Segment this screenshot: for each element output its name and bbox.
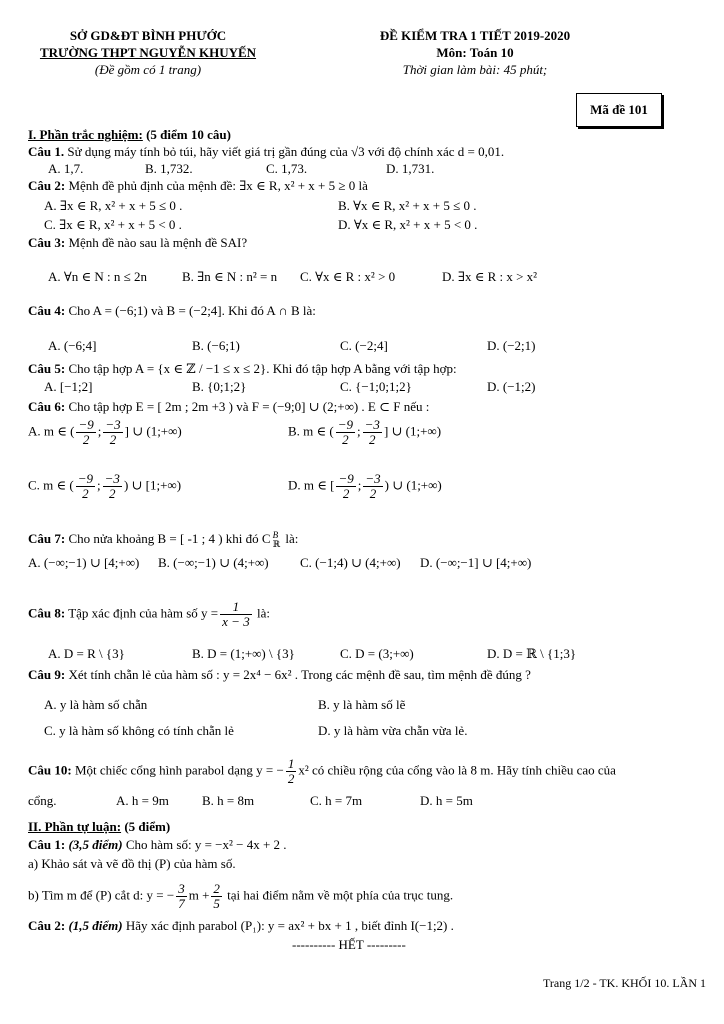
separator: ; xyxy=(97,423,102,439)
option-prefix: C. m ∈ ( xyxy=(28,477,74,493)
question-tail: x² có chiều rộng của cổng vào là 8 m. Hãy tính chiều cao của xyxy=(298,762,616,778)
q10-option-c: C. h = 7m xyxy=(310,793,363,808)
q1-option-a: A. 1,7. xyxy=(48,161,84,176)
q1-option-c: C. 1,73. xyxy=(266,161,308,176)
q8-option-a: A. D = R \ {3} xyxy=(48,646,125,661)
question-3 xyxy=(28,234,247,251)
part1-title: I. Phần trắc nghiệm: xyxy=(28,127,143,142)
q9-option-b: B. y là hàm số lẽ xyxy=(318,697,406,712)
fraction xyxy=(220,600,252,629)
option-suffix: ] ∪ (1;+∞) xyxy=(383,423,442,439)
question-6 xyxy=(28,398,429,415)
denominator: 2 xyxy=(82,486,89,501)
q3-option-a: A. ∀n ∈ N : n ≤ 2n xyxy=(48,269,147,284)
essay-question-2 xyxy=(28,917,454,934)
q7-option-a: A. (−∞;−1) ∪ [4;+∞) xyxy=(28,555,140,570)
complement-sup: B xyxy=(272,530,279,541)
part-b-suffix: tại hai điểm nằm về một phía của trục tung. xyxy=(223,887,454,903)
school-name: TRƯỜNG THPT NGUYỄN KHUYẾN xyxy=(39,45,257,60)
denominator: 7 xyxy=(178,896,185,911)
numerator: −9 xyxy=(338,471,354,486)
question-label: Câu 2: xyxy=(28,918,66,933)
question-label: Câu 2: xyxy=(28,178,66,193)
question-text: Mệnh đề phủ định của mệnh đề: ∃x ∈ R, x² + x + 5 ≥ 0 là xyxy=(65,178,368,193)
question-label: Câu 1: xyxy=(28,837,66,852)
q5-option-c: C. {−1;0;1;2} xyxy=(340,379,412,394)
option-suffix: ] ∪ (1;+∞) xyxy=(124,423,182,439)
q3-option-c: C. ∀x ∈ R : x² > 0 xyxy=(300,269,396,284)
q2-option-d: D. ∀x ∈ R, x² + x + 5 < 0 . xyxy=(338,217,478,232)
q10-continuation: cổng. xyxy=(28,793,57,808)
exam-title: ĐỀ KIỂM TRA 1 TIẾT 2019-2020 xyxy=(379,28,571,43)
question-tail: là: xyxy=(282,531,299,546)
part2-title: II. Phần tự luận: xyxy=(28,819,122,834)
fraction xyxy=(211,882,222,911)
question-text: Hãy xác định parabol (P₁): y = ax² + bx + 1 , biết đỉnh I(−1;2) . xyxy=(122,918,454,933)
question-text: Xét tính chẵn lẻ của hàm số : y = 2x⁴ − 6x² . Trong các mệnh đề sau, tìm mệnh đề đúng ? xyxy=(65,667,531,682)
q4-option-a: A. (−6;4] xyxy=(48,338,97,353)
question-label: Câu 1. xyxy=(28,144,65,159)
denominator: 2 xyxy=(109,432,117,447)
q4-option-d: D. (−2;1) xyxy=(487,338,536,353)
q5-option-d: D. (−1;2) xyxy=(487,379,536,394)
q3-option-d: D. ∃x ∈ R : x > x² xyxy=(442,269,538,284)
fraction xyxy=(336,472,355,501)
q4-option-c: C. (−2;4] xyxy=(340,338,388,353)
numerator: 1 xyxy=(220,600,252,615)
q2-option-b: B. ∀x ∈ R, x² + x + 5 ≤ 0 . xyxy=(338,198,477,213)
question-text: Một chiếc cổng hình parabol dạng y = − xyxy=(71,762,284,778)
department-name: SỞ GD&ĐT BÌNH PHƯỚC xyxy=(69,28,227,43)
question-label: Câu 5: xyxy=(28,361,66,376)
fraction xyxy=(76,418,95,447)
part1-points: (5 điểm 10 câu) xyxy=(142,127,231,142)
denominator: 2 xyxy=(342,486,350,501)
q2-option-c: C. ∃x ∈ R, x² + x + 5 < 0 . xyxy=(44,217,182,232)
option-prefix: A. m ∈ ( xyxy=(28,423,75,439)
option-suffix: ) ∪ (1;+∞) xyxy=(384,477,442,493)
denominator: x − 3 xyxy=(222,614,250,629)
option-suffix: ) ∪ [1;+∞) xyxy=(123,477,182,493)
separator: ; xyxy=(357,423,361,439)
question-text: Cho hàm số: y = −x² − 4x + 2 . xyxy=(122,837,287,852)
question-9 xyxy=(28,666,531,683)
part2-heading xyxy=(28,818,170,835)
numerator: −9 xyxy=(77,471,94,486)
question-points: (1,5 điểm) xyxy=(65,918,123,933)
denominator: 2 xyxy=(369,486,377,501)
essay-q1-part-b xyxy=(28,882,453,911)
q9-option-d: D. y là hàm vừa chẵn vừa lẻ. xyxy=(318,723,468,738)
part2-points: (5 điểm) xyxy=(121,819,171,834)
q9-option-c: C. y là hàm số không có tính chẵn lẻ xyxy=(44,723,234,738)
q6-option-b xyxy=(288,418,441,447)
part-b-middle: m + xyxy=(188,887,210,903)
end-marker: ---------- HẾT --------- xyxy=(292,937,406,952)
complement-scripts xyxy=(273,531,280,549)
q7-option-c: C. (−1;4) ∪ (4;+∞) xyxy=(300,555,401,570)
question-points: (3,5 điểm) xyxy=(65,837,123,852)
numerator: 2 xyxy=(213,881,220,896)
q8-option-d: D. D = ℝ \ {1;3} xyxy=(487,646,577,661)
question-text: Tập xác định của hàm số y = xyxy=(65,605,219,621)
q7-option-d: D. (−∞;−1] ∪ [4;+∞) xyxy=(420,555,532,570)
denominator: 2 xyxy=(82,432,90,447)
numerator: −3 xyxy=(365,471,381,486)
question-8 xyxy=(28,600,270,629)
question-label: Câu 8: xyxy=(28,605,66,621)
question-5 xyxy=(28,360,457,377)
denominator: 2 xyxy=(109,486,116,501)
fraction xyxy=(363,472,382,501)
essay-q1-part-a: a) Khảo sát và vẽ đồ thị (P) của hàm số. xyxy=(28,856,236,871)
question-10 xyxy=(28,757,616,786)
question-text: Sử dụng máy tính bỏ túi, hãy viết giá trị gần đúng của √3 với độ chính xác d = 0,01. xyxy=(64,144,505,159)
pages-note: (Đề gồm có 1 trang) xyxy=(94,62,202,77)
numerator: −9 xyxy=(78,417,94,432)
time-limit: Thời gian làm bài: 45 phút; xyxy=(402,62,548,77)
question-tail: là: xyxy=(253,605,270,621)
question-text: Cho A = (−6;1) và B = (−2;4]. Khi đó A ∩ B là: xyxy=(65,303,316,318)
q5-option-a: A. [−1;2] xyxy=(44,379,93,394)
q10-option-b: B. h = 8m xyxy=(202,793,255,808)
part-b-prefix: b) Tìm m để (P) cắt d: y = − xyxy=(28,887,175,903)
question-label: Câu 10: xyxy=(28,762,72,778)
separator: ; xyxy=(357,477,362,493)
question-text: Cho tập hợp A = {x ∈ ℤ / −1 ≤ x ≤ 2}. Khi đó tập hợp A bằng với tập hợp: xyxy=(65,361,457,376)
fraction xyxy=(103,418,122,447)
question-label: Câu 3: xyxy=(28,235,66,250)
question-text: Cho tập hợp E = [ 2m ; 2m +3 ) và F = (−9;0] ∪ (2;+∞) . E ⊂ F nếu : xyxy=(65,399,430,414)
question-7 xyxy=(28,530,298,549)
separator: ; xyxy=(97,477,101,493)
q4-option-b: B. (−6;1) xyxy=(192,338,240,353)
q8-option-b: B. D = (1;+∞) \ {3} xyxy=(192,646,295,661)
q10-option-d: D. h = 5m xyxy=(420,793,473,808)
numerator: −3 xyxy=(105,417,121,432)
q6-option-c xyxy=(28,472,181,501)
q2-option-a: A. ∃x ∈ R, x² + x + 5 ≤ 0 . xyxy=(44,198,183,213)
fraction xyxy=(76,472,95,501)
option-prefix: D. m ∈ [ xyxy=(288,477,335,493)
q5-option-b: B. {0;1;2} xyxy=(192,379,247,394)
q3-option-b: B. ∃n ∈ N : n² = n xyxy=(182,269,278,284)
fraction xyxy=(176,882,187,911)
numerator: −3 xyxy=(104,471,120,486)
question-4 xyxy=(28,302,316,319)
q8-option-c: C. D = (3;+∞) xyxy=(340,646,414,661)
denominator: 2 xyxy=(287,771,295,786)
denominator: 5 xyxy=(213,896,220,911)
fraction xyxy=(286,757,297,786)
complement-sub: ℝ xyxy=(272,539,281,550)
denominator: 2 xyxy=(369,432,376,447)
essay-question-1 xyxy=(28,836,287,853)
denominator: 2 xyxy=(342,432,349,447)
question-label: Câu 7: xyxy=(28,531,66,546)
numerator: 1 xyxy=(287,756,295,771)
question-2 xyxy=(28,177,368,194)
numerator: −9 xyxy=(337,417,354,432)
q10-option-a: A. h = 9m xyxy=(116,793,169,808)
question-label: Câu 9: xyxy=(28,667,66,682)
q7-option-b: B. (−∞;−1) ∪ (4;+∞) xyxy=(158,555,269,570)
fraction xyxy=(103,472,122,501)
question-text: Mệnh đề nào sau là mệnh đề SAI? xyxy=(65,235,248,250)
fraction xyxy=(336,418,355,447)
q6-option-a xyxy=(28,418,182,447)
question-label: Câu 6: xyxy=(28,399,66,414)
question-text: Cho nửa khoảng B = [ -1 ; 4 ) khi đó C xyxy=(65,531,271,546)
q1-option-b: B. 1,732. xyxy=(145,161,193,176)
question-label: Câu 4: xyxy=(28,303,66,318)
numerator: −3 xyxy=(364,417,380,432)
option-prefix: B. m ∈ ( xyxy=(288,423,334,439)
page-footer: Trang 1/2 - TK. KHỐI 10. LẦN 1 xyxy=(543,976,706,990)
q6-option-d xyxy=(288,472,442,501)
exam-code-box: Mã đề 101 xyxy=(576,93,662,127)
numerator: 3 xyxy=(178,881,185,896)
q9-option-a: A. y là hàm số chẵn xyxy=(44,697,148,712)
q1-option-d: D. 1,731. xyxy=(386,161,435,176)
question-1 xyxy=(28,143,504,160)
fraction xyxy=(363,418,382,447)
part1-heading xyxy=(28,126,231,143)
subject: Môn: Toán 10 xyxy=(436,45,514,60)
